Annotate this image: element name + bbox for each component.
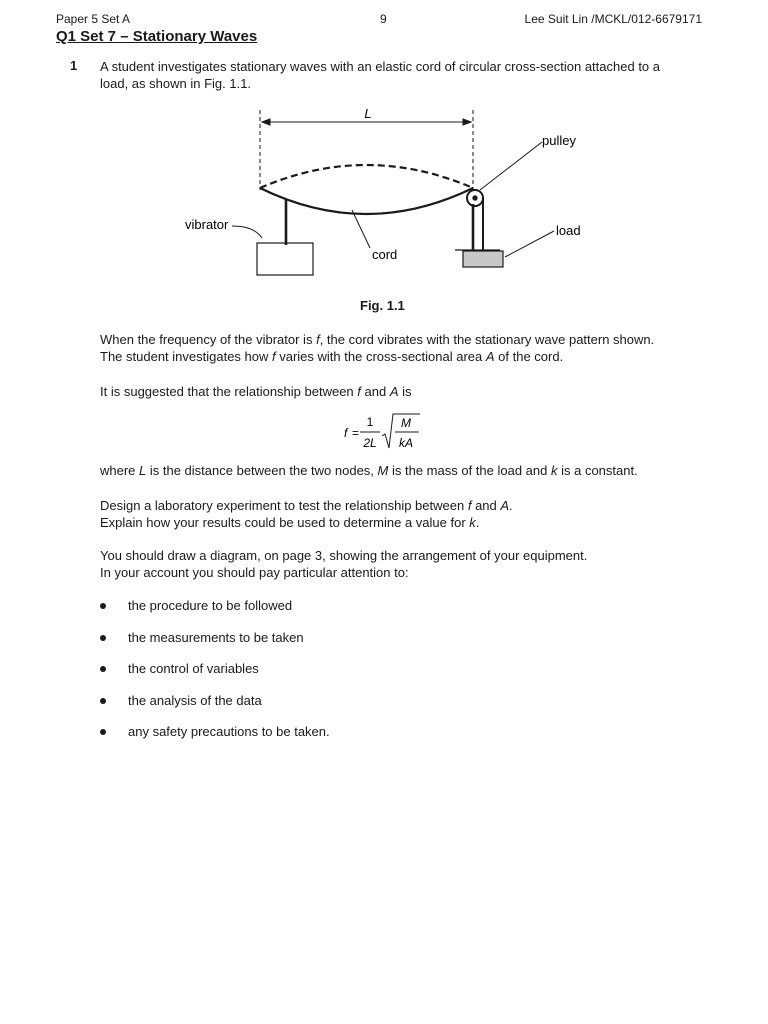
paragraph-relationship: It is suggested that the relationship between f and A is: [100, 384, 412, 399]
leader-vibrator: [232, 226, 262, 238]
page-number: 9: [380, 12, 387, 26]
label-cord: cord: [372, 247, 398, 262]
header-author: Lee Suit Lin /MCKL/012-6679171: [524, 12, 702, 26]
bullet-icon: [100, 666, 106, 672]
leader-pulley: [480, 142, 542, 190]
figure-caption: Fig. 1.1: [360, 298, 405, 313]
label-L: L: [364, 106, 372, 121]
label-vibrator: vibrator: [185, 217, 229, 232]
attention-list: [100, 597, 330, 755]
paragraph-design: Design a laboratory experiment to test the relationship between f and A. Explain how your results could be used to determine a value for k.: [100, 498, 513, 530]
eq-root-numerator: M: [401, 416, 411, 430]
question-intro: A student investigates stationary waves with an elastic cord of circular cross-section attached to a load, as shown in Fig. 1.1.: [100, 59, 660, 91]
paragraph-where: where L is the distance between the two nodes, M is the mass of the load and k is a constant.: [100, 463, 638, 478]
arrow-right-icon: [463, 119, 471, 125]
eq-equals: =: [352, 426, 360, 440]
pulley-axle: [473, 196, 477, 200]
leader-load: [505, 231, 554, 257]
paragraph-instructions: You should draw a diagram, on page 3, showing the arrangement of your equipment. In your account you should pay particular attention to:: [100, 548, 588, 580]
bullet-icon: [100, 603, 106, 609]
figure-stationary-wave-diagram: [170, 100, 610, 290]
paragraph-frequency: When the frequency of the vibrator is f, the cord vibrates with the stationary wave pattern shown. The student investigates how f varies with the cross-sectional area A of the cord.: [100, 332, 655, 364]
cord-solid-position: [260, 188, 473, 214]
eq-lhs: f: [344, 426, 348, 440]
list-item: the measurements to be taken: [100, 629, 330, 661]
header-paper-label: Paper 5 Set A: [56, 12, 131, 26]
label-load: load: [556, 223, 581, 238]
eq-numerator: 1: [366, 415, 374, 429]
list-item: the analysis of the data: [100, 692, 330, 724]
list-item: the control of variables: [100, 660, 330, 692]
cord-dashed-position: [260, 165, 473, 188]
vibrator-box: [257, 243, 313, 275]
bullet-icon: [100, 698, 106, 704]
bullet-icon: [100, 729, 106, 735]
leader-cord: [352, 210, 370, 248]
question-number: 1: [70, 58, 78, 73]
label-pulley: pulley: [542, 133, 576, 148]
arrow-left-icon: [262, 119, 270, 125]
eq-denominator: 2L: [363, 436, 377, 450]
equation-f: [340, 410, 450, 456]
eq-root-denominator: kA: [398, 436, 414, 450]
load-block: [463, 251, 503, 267]
list-item: any safety precautions to be taken.: [100, 723, 330, 755]
list-item: the procedure to be followed: [100, 597, 330, 629]
section-title: Q1 Set 7 – Stationary Waves: [56, 28, 258, 45]
bullet-icon: [100, 635, 106, 641]
